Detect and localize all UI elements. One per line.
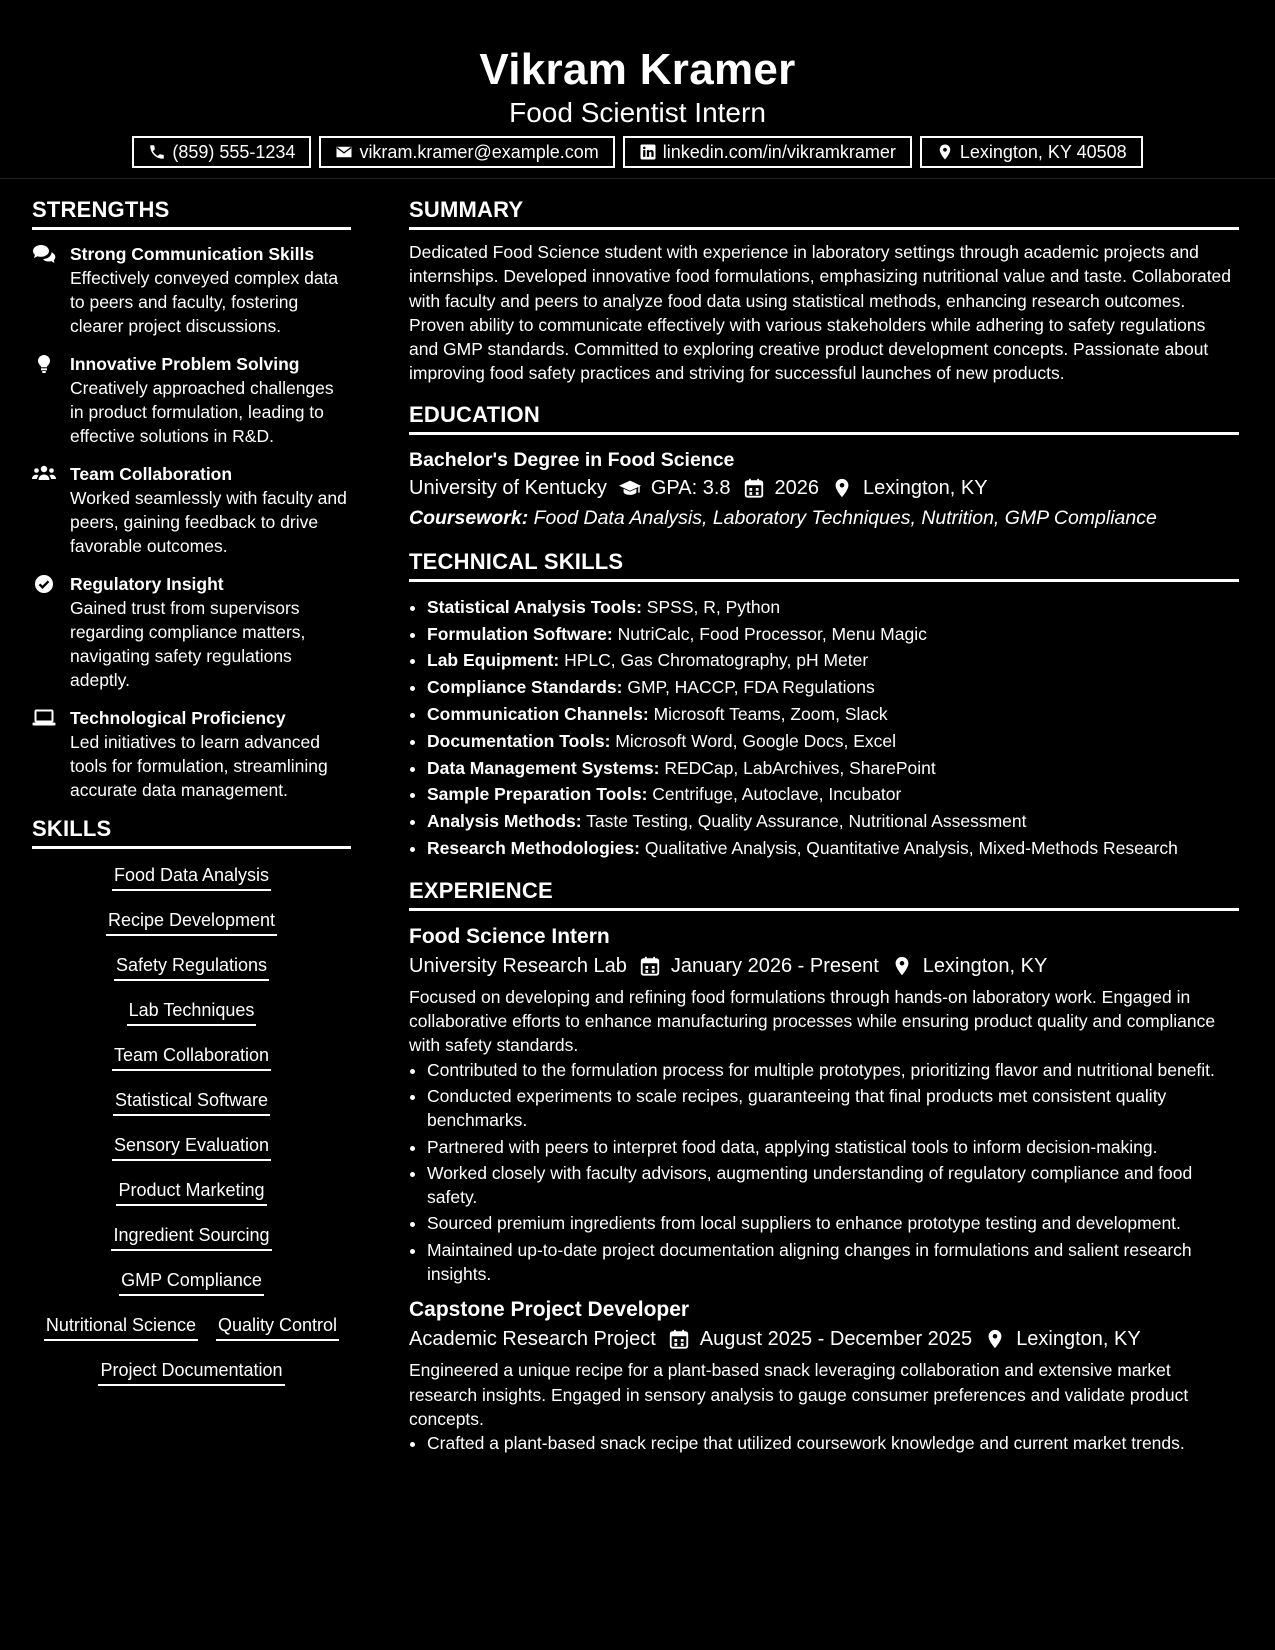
skill-tag: Quality Control (216, 1313, 339, 1341)
strength-title: Strong Communication Skills (70, 244, 315, 264)
experience-entry (409, 1296, 1239, 1455)
skills-list (32, 861, 351, 1401)
contact-phone[interactable] (132, 136, 311, 168)
list-item: • Contributed to the formulation process for multiple prototypes, prioritizing flavor and nutritional benefit. (427, 1058, 1239, 1082)
skill-tag: Statistical Software (113, 1088, 270, 1116)
skill-tag: Project Documentation (98, 1358, 284, 1386)
strength-item (32, 352, 351, 448)
coursework-list: Food Data Analysis, Laboratory Techniques, Nutrition, GMP Compliance (533, 506, 1157, 529)
list-item: • Research Methodologies: Qualitative Analysis, Quantitative Analysis, Mixed-Methods Research (427, 835, 1239, 862)
laptop-icon (32, 708, 56, 732)
strength-text: Creatively approached challenges in product formulation, leading to effective solutions in R&D. (70, 378, 334, 446)
skill-tag: Lab Techniques (127, 998, 257, 1026)
contact-email-text: vikram.kramer@example.com (359, 141, 599, 162)
strength-text: Led initiatives to learn advanced tools for formulation, streamlining accurate data management. (70, 732, 328, 800)
map-pin-icon (984, 1328, 1006, 1350)
job-title: Food Science Intern (409, 924, 610, 948)
strength-text: Gained trust from supervisors regarding compliance matters, navigating safety regulations adeptly. (70, 598, 306, 690)
skill-tag: Safety Regulations (114, 953, 269, 981)
calendar-icon (743, 477, 765, 499)
list-item: • Compliance Standards: GMP, HACCP, FDA Regulations (427, 674, 1239, 701)
skill-tag: Food Data Analysis (112, 863, 271, 891)
coursework (409, 503, 1239, 533)
job-org: University Research Lab (409, 954, 627, 977)
gpa-value: GPA: 3.8 (650, 476, 731, 499)
map-pin-icon (831, 477, 853, 499)
list-item: • Documentation Tools: Microsoft Word, Google Docs, Excel (427, 728, 1239, 755)
job-meta (409, 1324, 1239, 1354)
list-item: • Lab Equipment: HPLC, Gas Chromatography, pH Meter (427, 647, 1239, 674)
education-heading: EDUCATION (409, 402, 1239, 435)
strength-title: Team Collaboration (70, 464, 233, 484)
contact-email[interactable] (319, 136, 614, 168)
candidate-name: Vikram Kramer (479, 45, 796, 94)
coursework-label: Coursework: (409, 506, 529, 529)
technical-skills-list (409, 594, 1239, 862)
right-column (409, 197, 1239, 1466)
strength-item (32, 242, 351, 338)
list-item: • Maintained up-to-date project documentation aligning changes in formulations and salient research insights. (427, 1238, 1239, 1287)
job-dates: August 2025 - December 2025 (699, 1328, 973, 1351)
skill-tag: Recipe Development (106, 908, 277, 936)
lightbulb-icon (32, 354, 56, 378)
contact-phone-text: (859) 555-1234 (172, 141, 296, 162)
job-title: Capstone Project Developer (409, 1298, 690, 1322)
check-circle-icon (32, 574, 56, 598)
map-pin-icon (936, 143, 954, 161)
school-location: Lexington, KY (863, 476, 988, 499)
skill-tag: GMP Compliance (119, 1268, 264, 1296)
list-item: • Conducted experiments to scale recipes, guaranteeing that final products met consistent quality benchmarks. (427, 1084, 1239, 1133)
degree-title: Bachelor's Degree in Food Science (409, 448, 735, 471)
strength-item (32, 462, 351, 558)
job-description: Engineered a unique recipe for a plant-based snack leveraging collaboration and extensive market research insights. Engaged in sensory analysis to gauge consumer preferences and validate product concepts. (409, 1360, 1189, 1429)
contact-bar (0, 136, 1275, 168)
users-icon (32, 464, 56, 488)
technical-skills-heading: TECHNICAL SKILLS (409, 549, 1239, 582)
list-item: • Data Management Systems: REDCap, LabArchives, SharePoint (427, 755, 1239, 782)
job-bullets (409, 1431, 1239, 1455)
experience-heading: EXPERIENCE (409, 878, 1239, 911)
skill-tag: Sensory Evaluation (112, 1133, 271, 1161)
job-description: Focused on developing and refining food formulations through hands-on laboratory work. Engaged in collaborative efforts to enhance manufacturing processes while ensuring product quality and compliance with safety standards. (409, 986, 1216, 1056)
graduation-cap-icon (619, 477, 641, 499)
strength-item (32, 706, 351, 802)
phone-icon (148, 143, 166, 161)
strength-text: Effectively conveyed complex data to peers and faculty, fostering clearer project discussions. (70, 268, 339, 336)
strength-item (32, 572, 351, 692)
list-item: • Worked closely with faculty advisors, augmenting understanding of regulatory compliance and food safety. (427, 1161, 1239, 1210)
school-name: University of Kentucky (409, 476, 607, 499)
strength-text: Worked seamlessly with faculty and peers, gaining feedback to drive favorable outcomes. (70, 488, 347, 556)
list-item: • Statistical Analysis Tools: SPSS, R, Python (427, 594, 1239, 621)
strengths-heading: STRENGTHS (32, 197, 351, 230)
contact-location-text: Lexington, KY 40508 (959, 141, 1127, 162)
resume-body (0, 179, 1275, 1466)
graduation-year: 2026 (774, 476, 820, 499)
linkedin-icon (639, 143, 657, 161)
strength-title: Technological Proficiency (70, 708, 286, 728)
calendar-icon (639, 955, 661, 977)
job-location: Lexington, KY (1016, 1328, 1141, 1351)
list-item: • Sample Preparation Tools: Centrifuge, Autoclave, Incubator (427, 781, 1239, 808)
list-item: • Formulation Software: NutriCalc, Food Processor, Menu Magic (427, 621, 1239, 648)
skill-tag: Team Collaboration (112, 1043, 271, 1071)
skill-tag: Product Marketing (116, 1178, 266, 1206)
summary-heading: SUMMARY (409, 197, 1239, 230)
list-item: • Analysis Methods: Taste Testing, Quality Assurance, Nutritional Assessment (427, 808, 1239, 835)
list-item: • Communication Channels: Microsoft Teams, Zoom, Slack (427, 701, 1239, 728)
resume-header (0, 0, 1275, 179)
list-item: • Partnered with peers to interpret food data, applying statistical tools to inform decision-making. (427, 1135, 1239, 1159)
job-location: Lexington, KY (922, 954, 1048, 977)
envelope-icon (335, 143, 353, 161)
contact-linkedin[interactable] (623, 136, 912, 168)
list-item: • Sourced premium ingredients from local suppliers to enhance prototype testing and development. (427, 1211, 1239, 1235)
job-org: Academic Research Project (409, 1328, 656, 1351)
chat-bubbles-icon (32, 244, 56, 268)
education-meta (409, 473, 1239, 503)
map-pin-icon (891, 955, 913, 977)
calendar-icon (668, 1328, 690, 1350)
job-bullets (409, 1058, 1239, 1287)
contact-linkedin-text: linkedin.com/in/vikramkramer (662, 141, 896, 162)
job-meta (409, 951, 1239, 981)
summary-text: Dedicated Food Science student with experience in laboratory settings through academic projects and internships. Developed innovative food formulations, emphasizing nutritional value and taste. Collaborated with faculty and peers to analyze food data using statistical methods, enhancing research outcomes. Proven ability to communicate effectively with various stakeholders while adhering to safety regulations and GMP standards. Committed to exploring creative product development concepts. Passionate about improving food safety practices and striving for successful launches of new products. (409, 242, 1232, 384)
skills-heading: SKILLS (32, 816, 351, 849)
job-dates: January 2026 - Present (670, 954, 879, 977)
skill-tag: Nutritional Science (44, 1313, 198, 1341)
experience-entry (409, 923, 1239, 1287)
strength-title: Regulatory Insight (70, 574, 224, 594)
candidate-title: Food Scientist Intern (509, 97, 766, 128)
strength-title: Innovative Problem Solving (70, 354, 300, 374)
list-item: • Crafted a plant-based snack recipe that utilized coursework knowledge and current market trends. (427, 1431, 1239, 1455)
contact-location[interactable] (920, 136, 1143, 168)
skill-tag: Ingredient Sourcing (111, 1223, 271, 1251)
left-column (32, 197, 351, 1466)
